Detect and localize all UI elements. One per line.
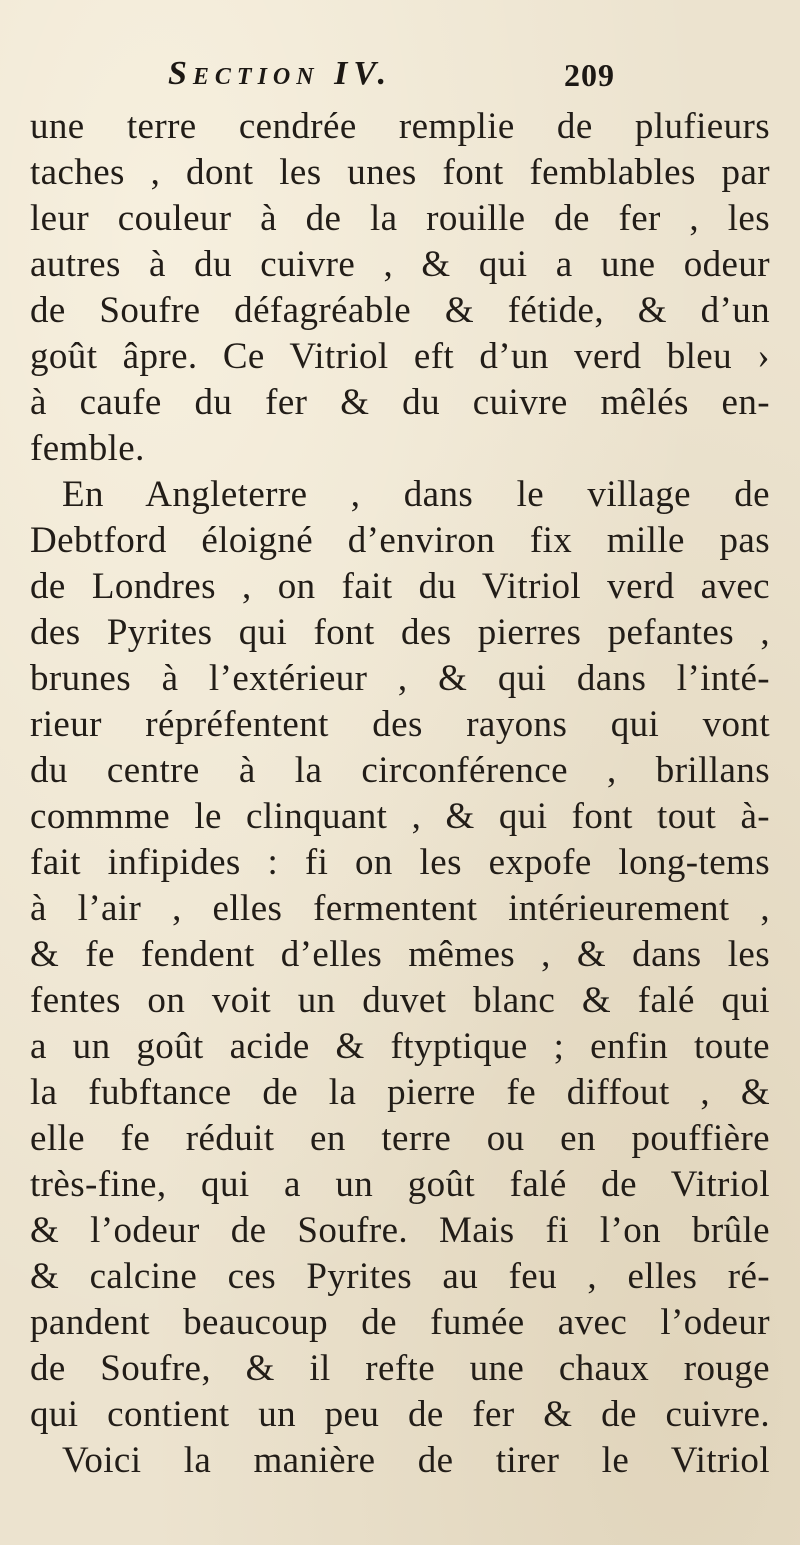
text-line: fait infipides : fi on les expofe long-tems [30,842,770,883]
text-line: brunes à l’extérieur , & qui dans l’inté- [30,658,770,699]
text-line: Voici la manière de tirer le Vitriol [62,1440,770,1481]
text-line: des Pyrites qui font des pierres pefantes , [30,612,770,653]
text-line: de Soufre, & il refte une chaux rouge [30,1348,770,1389]
paragraph-start: En Angleterre , dans le village de [62,474,770,515]
text-line: taches , dont les unes font femblables par [30,152,770,193]
text-line: a un goût acide & ftyptique ; enfin toute [30,1026,770,1067]
text-line: à l’air , elles fermentent intérieurement , [30,888,770,929]
text-line: très-fine, qui a un goût falé de Vitriol [30,1164,770,1205]
section-title: Section IV. [168,55,393,92]
text-line: du centre à la circonférence , brillans [30,750,770,791]
text-line: commme le clinquant , & qui font tout à- [30,796,770,837]
text-line: fentes on voit un duvet blanc & falé qui [30,980,770,1021]
running-head [168,55,668,103]
text-line: leur couleur à de la rouille de fer , les [30,198,770,239]
text-line: la fubftance de la pierre fe diffout , & [30,1072,770,1113]
text-line: autres à du cuivre , & qui a une odeur [30,244,770,285]
text-line: Debtford éloigné d’environ fix mille pas [30,520,770,561]
text-line: rieur répréfentent des rayons qui vont [30,704,770,745]
text-line: une terre cendrée remplie de plufieurs [30,106,770,147]
text-line: & calcine ces Pyrites au feu , elles ré- [30,1256,770,1297]
text-line: de Soufre défagréable & fétide, & d’un [30,290,770,331]
text-line: pandent beaucoup de fumée avec l’odeur [30,1302,770,1343]
text-line: & fe fendent d’elles mêmes , & dans les [30,934,770,975]
page-number: 209 [564,57,615,93]
text-line: goût âpre. Ce Vitriol eft d’un verd bleu › [30,336,770,377]
text-line: qui contient un peu de fer & de cuivre. [30,1394,770,1435]
text-line: femble. [30,428,145,469]
text-line: elle fe réduit en terre ou en pouffière [30,1118,770,1159]
text-line: de Londres , on fait du Vitriol verd avec [30,566,770,607]
text-line: & l’odeur de Soufre. Mais fi l’on brûle [30,1210,770,1251]
text-line: à caufe du fer & du cuivre mêlés en- [30,382,770,423]
